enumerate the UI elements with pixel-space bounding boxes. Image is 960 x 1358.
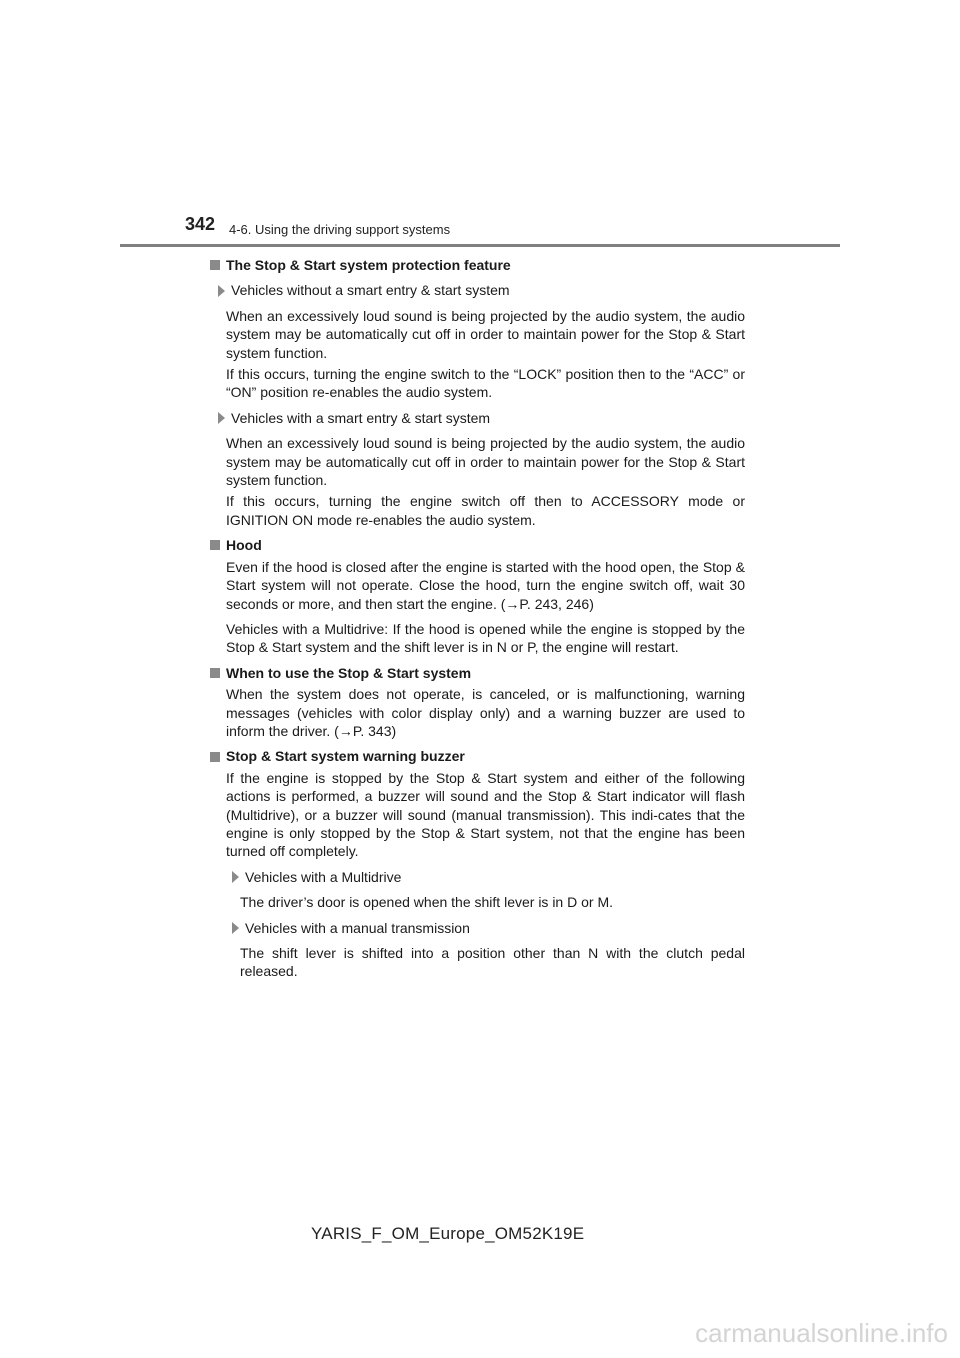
sub-heading-multidrive [232,868,745,886]
sub-heading-manual-transmission [232,919,745,937]
paragraph: The driver’s door is opened when the shift lever is in D or M. [240,894,613,911]
hood-heading [210,536,745,554]
paragraph: Even if the hood is closed after the engine is started with the hood open, the Stop & Start system will not operate. Close the hood, turn the engine switch off, wait 30 seconds or more, and then start the engine. (→P. 243, 246) [226,558,745,612]
paragraph: If this occurs, turning the engine switch off then to ACCESSORY mode or IGNITION ON mode re-enables the audio system. [226,493,745,528]
square-bullet-icon [210,668,220,678]
document-id: YARIS_F_OM_Europe_OM52K19E [311,1224,585,1243]
when-to-use-heading [210,664,745,682]
square-bullet-icon [210,260,220,270]
sub-heading-smart-entry [218,409,745,427]
section-title: 4-6. Using the driving support systems [229,222,451,237]
triangle-bullet-icon [232,922,239,934]
page-number: 342 [185,214,216,234]
paragraph: When an excessively loud sound is being projected by the audio system, the audio system may be automatically cut off in order to maintain power for the Stop & Start system function. [226,307,745,361]
square-bullet-icon [210,752,220,762]
triangle-bullet-icon [218,285,225,297]
heading-text: Hood [226,537,262,554]
triangle-bullet-icon [218,412,225,424]
header-rule [120,244,840,247]
sub-heading-text: Vehicles with a manual transmission [245,919,470,936]
paragraph: When the system does not operate, is canceled, or is malfunctioning, warning messages (vehicles with color display only) and a warning buzzer are used to inform the driver. (→P. 343) [226,686,745,739]
heading-text: When to use the Stop & Start system [226,664,472,681]
warning-buzzer-heading [210,747,745,765]
paragraph: The shift lever is shifted into a position other than N with the clutch pedal released. [240,945,745,980]
sub-heading-text: Vehicles with a smart entry & start system [231,409,491,426]
page-content [210,256,745,981]
sub-heading-text: Vehicles with a Multidrive [245,868,402,885]
heading-text: The Stop & Start system protection feature [226,257,511,273]
paragraph: Vehicles with a Multidrive: If the hood is opened while the engine is stopped by the Stop & Start system and the shift lever is in N or P, the engine will restart. [226,620,745,656]
paragraph: If the engine is stopped by the Stop & Start system and either of the following actions is performed, a buzzer will sound and the Stop & Start indicator will flash (Multidrive), or a buzzer will sound (manual transmission). This indi-cates that the engine is only stopped by the Stop & Start system, not that the engine has been turned off completely. [226,769,745,860]
square-bullet-icon [210,540,220,550]
sub-heading-no-smart-entry [218,281,745,299]
heading-text: Stop & Start system warning buzzer [226,748,465,765]
watermark: carmanualsonline.info [695,1318,948,1348]
paragraph: When an excessively loud sound is being projected by the audio system, the audio system may be automatically cut off in order to maintain power for the Stop & Start system function. [226,435,745,489]
triangle-bullet-icon [232,871,239,883]
paragraph: If this occurs, turning the engine switch to the “LOCK” position then to the “ACC” or “ON” position re-enables the audio system. [226,366,745,401]
protection-feature-heading [210,256,745,274]
sub-heading-text: Vehicles without a smart entry & start system [231,282,510,299]
